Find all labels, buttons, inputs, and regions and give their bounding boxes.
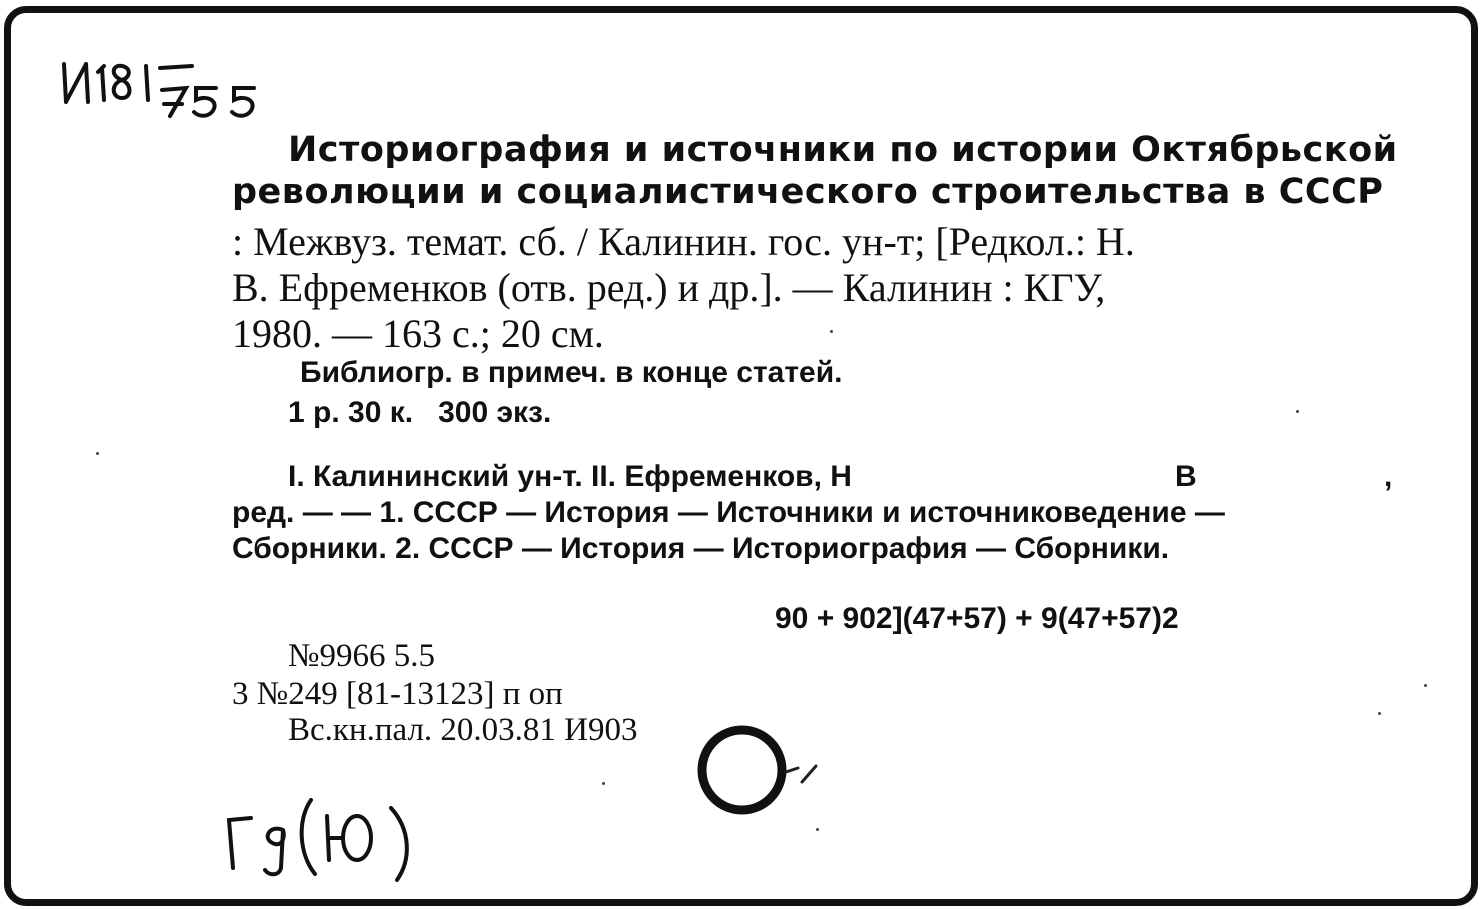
tracing-line-1-comma: , bbox=[1384, 460, 1393, 493]
speck bbox=[1296, 410, 1299, 413]
speck bbox=[1424, 684, 1427, 687]
punch-hole-mark bbox=[690, 720, 830, 820]
speck bbox=[602, 782, 605, 785]
classification-index: 90 + 902](47+57) + 9(47+57)2 bbox=[775, 602, 1179, 635]
speck bbox=[96, 452, 99, 455]
bibliography-note: Библиогр. в примеч. в конце статей. bbox=[300, 356, 843, 389]
title-line-2: революции и социалистического строительства в СССР bbox=[232, 172, 1384, 212]
handwritten-shelf-mark bbox=[225, 790, 425, 890]
card-code-2: 3 №249 [81-13123] п оп bbox=[232, 676, 563, 712]
imprint-line-1: : Межвуз. темат. сб. / Калинин. гос. ун-т; [Редкол.: Н. bbox=[232, 219, 1135, 264]
imprint-line-3: 1980. — 163 с.; 20 см. bbox=[232, 311, 604, 356]
handwritten-call-number bbox=[58, 50, 268, 130]
tracing-line-2: ред. — — 1. СССР — История — Источники и источниковедение — bbox=[232, 496, 1225, 529]
speck bbox=[1378, 712, 1381, 715]
tracing-line-3: Сборники. 2. СССР — История — Историография — Сборники. bbox=[232, 532, 1170, 565]
tracing-line-1: I. Калининский ун-т. II. Ефременков, Н bbox=[288, 460, 852, 493]
speck bbox=[816, 828, 819, 831]
card-code-1: №9966 5.5 bbox=[288, 638, 435, 674]
tracing-line-1-initial: В bbox=[1175, 460, 1197, 493]
title-line-1: Историография и источники по истории Октябрьской bbox=[288, 130, 1398, 170]
price-and-print-run: 1 р. 30 к. 300 экз. bbox=[288, 396, 552, 429]
speck bbox=[830, 330, 833, 333]
card-code-3: Вс.кн.пал. 20.03.81 И903 bbox=[288, 712, 638, 748]
imprint-line-2: В. Ефременков (отв. ред.) и др.]. — Калинин : КГУ, bbox=[232, 265, 1106, 310]
